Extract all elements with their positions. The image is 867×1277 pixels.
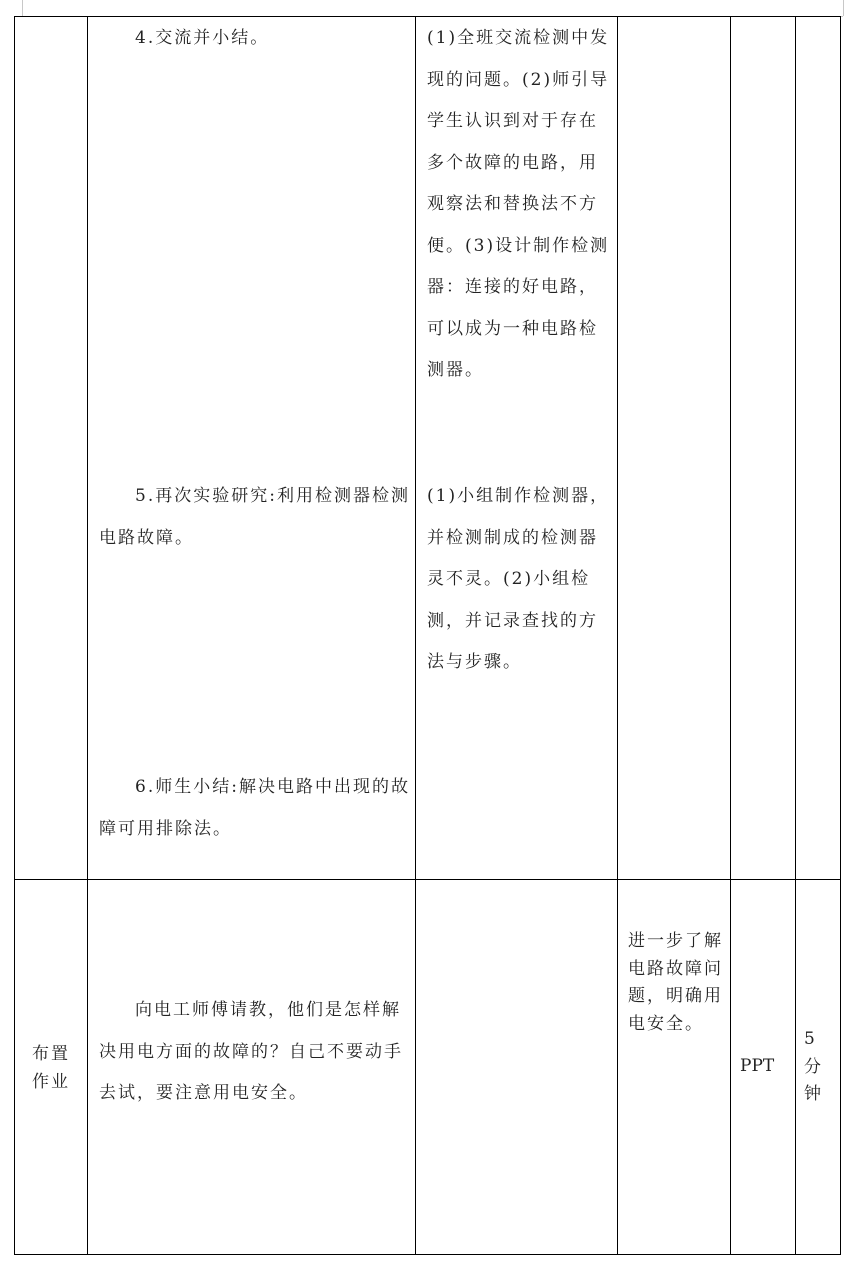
content-item-6: 6.师生小结:解决电路中出现的故障可用排除法。 [99, 777, 410, 839]
col-line-2 [87, 16, 88, 1255]
time-cell: 5分钟 [804, 1029, 821, 1104]
row-divider [14, 879, 841, 880]
student-activity-1: (1)全班交流检测中发现的问题。(2)师引导学生认识到对于存在多个故障的电路，用观察法和替换法不方便。(3)设计制作检测器：连接的好电路，可以成为一种电路检测器。 [427, 28, 610, 380]
col-line-5 [730, 16, 731, 1255]
table-border-top [14, 16, 841, 17]
table-border-bottom [14, 1254, 841, 1255]
content-item-5: 5.再次实验研究:利用检测器检测电路故障。 [99, 486, 410, 548]
stage-label: 布置作业 [32, 1044, 70, 1092]
col-line-3 [415, 16, 416, 1255]
col-line-1 [14, 16, 15, 1255]
student-activity-2: (1)小组制作检测器，并检测制成的检测器灵不灵。(2)小组检测，并记录查找的方法与步骤。 [427, 486, 610, 672]
col-line-4 [617, 16, 618, 1255]
content-item-4: 4.交流并小结。 [135, 28, 270, 48]
homework-content: 向电工师傅请教，他们是怎样解决用电方面的故障的？自己不要动手去试，要注意用电安全。 [99, 1000, 403, 1103]
design-intent: 进一步了解电路故障问题，明确用电安全。 [628, 931, 723, 1034]
col-line-7 [840, 16, 841, 1255]
col-line-6 [795, 16, 796, 1255]
media-cell: PPT [740, 1056, 775, 1076]
corner-mark-right [843, 0, 844, 16]
corner-mark-left [22, 0, 23, 16]
